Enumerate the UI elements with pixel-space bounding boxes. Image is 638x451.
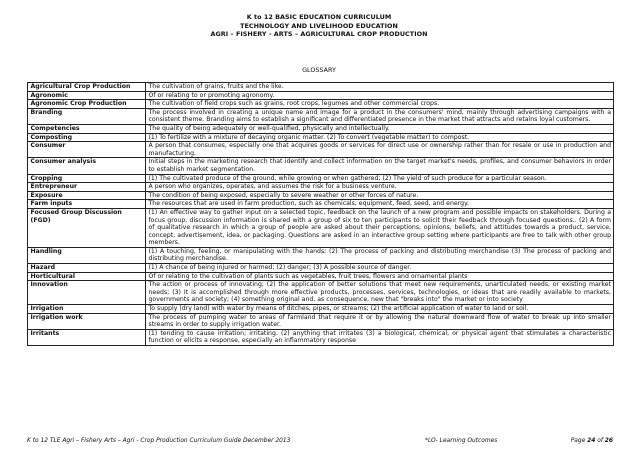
glossary-definition: (1) tending to cause irritation; irritating. (2) anything that irritates (3) a biological, chemical, or physical agent that stimulates a characteristic function or elicits a response, especially an inflammatory response [146,329,614,345]
glossary-term: Focused Group Discussion (FGD) [28,208,146,247]
glossary-term: Competencies [28,124,146,133]
table-row [28,272,614,281]
table-row [28,305,614,314]
table-row [28,100,614,109]
table-row [28,133,614,142]
glossary-term: Cropping [28,174,146,183]
glossary-term: Irritants [28,329,146,345]
glossary-term: Horticultural [28,272,146,281]
glossary-definition: Of or relating to the cultivation of plants such as vegetables, fruit trees, flowers and ornamental plants [146,272,614,281]
glossary-term: Composting [28,133,146,142]
table-row [28,264,614,273]
table-row [28,174,614,183]
header-course-title: AGRI – FISHERY - ARTS – AGRICULTURAL CROP PRODUCTION [210,30,428,39]
header-curriculum-title: K to 12 BASIC EDUCATION CURRICULUM [246,13,392,21]
glossary-definition: (1) A touching, feeling, or manipulating with the hands; (2) The process of packing and distributing merchandise (3) The process of packing and distributing merchandise. [146,247,614,263]
glossary-definition: Of or relating to or promoting agronomy. [146,91,614,100]
table-row [28,124,614,133]
glossary-definition: A person who organizes, operates, and assumes the risk for a business venture. [146,183,614,192]
glossary-definition: The process of pumping water to areas of farmland that require it or by allowing the natural downward flow of water to break up into smaller streams in order to supply irrigation water. [146,313,614,329]
glossary-term: Irrigation work [28,313,146,329]
page-label: Page [570,438,586,444]
glossary-table [27,82,614,346]
glossary-definition: Initial steps in the marketing research that identify and collect information on the target market's needs, profiles, and consumer behaviors in order to establish market segmentation. [146,158,614,174]
footer-guide-title: K to 12 TLE Agri – Fishery Arts – Agri - Crop Production Curriculum Guide December 2013 [27,438,291,444]
glossary-definition: The cultivation of field crops such as grains, root crops, legumes and other commercial crops. [146,100,614,109]
table-row [28,247,614,263]
table-row [28,329,614,345]
glossary-term: Branding [28,108,146,124]
document-footer [27,437,613,446]
glossary-term: Innovation [28,281,146,305]
table-row [28,108,614,124]
table-row [28,191,614,200]
page-current: 24 [587,438,596,444]
table-row [28,200,614,209]
footer-legend: *LO- Learning Outcomes [425,438,498,444]
table-row [28,281,614,305]
table-row [28,208,614,247]
table-row [28,83,614,92]
table-row [28,313,614,329]
glossary-title: GLOSSARY [302,66,336,74]
glossary-definition: (1) The cultivated produce of the ground, while growing or when gathered; (2) The yield of such produce for a particular season. [146,174,614,183]
glossary-definition: A person that consumes, especially one that acquires goods or services for direct use or ownership rather than for resale or use in production and manufacturing. [146,142,614,158]
glossary-definition: The cultivation of grains, fruits and the like. [146,83,614,92]
table-row [28,158,614,174]
glossary-term: Agronomic [28,91,146,100]
glossary-definition: The process involved in creating a unique name and image for a product in the consumers' mind, mainly through advertising campaigns with a consistent theme. Branding aims to establish a significant and differentiated presence in the market that attracts and retains loyal customers. [146,108,614,124]
glossary-definition: The resources that are used in farm production, such as chemicals, equipment, feed, seed, and energy. [146,200,614,209]
glossary-term: Exposure [28,191,146,200]
glossary-term: Agronomic Crop Production [28,100,146,109]
document-header [0,13,638,39]
glossary-definition: (1) A chance of being injured or harmed; (2) danger; (3) A possible source of danger. [146,264,614,273]
glossary-term: Irrigation [28,305,146,314]
glossary-term: Consumer analysis [28,158,146,174]
table-row [28,91,614,100]
page-number [571,437,613,445]
glossary-term: Agricultural Crop Production [28,83,146,92]
glossary-definition: The condition of being exposed, especially to severe weather or other forces of nature. [146,191,614,200]
glossary-term: Farm inputs [28,200,146,209]
page-of-label: of [597,438,603,444]
glossary-term: Entrepreneur [28,183,146,192]
glossary-term: Consumer [28,142,146,158]
glossary-term: Hazard [28,264,146,273]
glossary-definition: (1) An effective way to gather input on a selected topic, feedback on the launch of a new program and possible impacts on stakeholders. During a focus group, discussion information is shared with a group of six to ten participants to solicit their feedback through focused questions.. (2) A form of qualitative research in which a group of people are asked about their perceptions, opinions, beliefs, and attitudes towards a product, service, concept, advertisement, idea, or packaging. Questions are asked in an interactive group setting where participants are free to talk with other group members. [146,208,614,247]
table-row [28,142,614,158]
table-row [28,183,614,192]
glossary-definition: To supply (dry land) with water by means of ditches, pipes, or streams; (2) the artificial application of water to land or soil. [146,305,614,314]
glossary-term: Handling [28,247,146,263]
glossary-definition: (1) To fertilize with a mixture of decaying organic matter. (2) To convert (vegetable matter) to compost. [146,133,614,142]
glossary-definition: The action or process of innovating; (2) the application of better solutions that meet new requirements, unarticulated needs, or existing market needs; (3) It is accomplished through more effective products, processes, services, technologies, or ideas that are readily available to markets, governments and society; (4) something original and, as consequence, new that "breaks into" the market or into society [146,281,614,305]
page-total: 26 [604,438,613,444]
glossary-definition: The quality of being adequately or well-qualified, physically and intellectually. [146,124,614,133]
header-subject-title: TECHNOLOGY AND LIVELIHOOD EDUCATION [240,21,398,30]
